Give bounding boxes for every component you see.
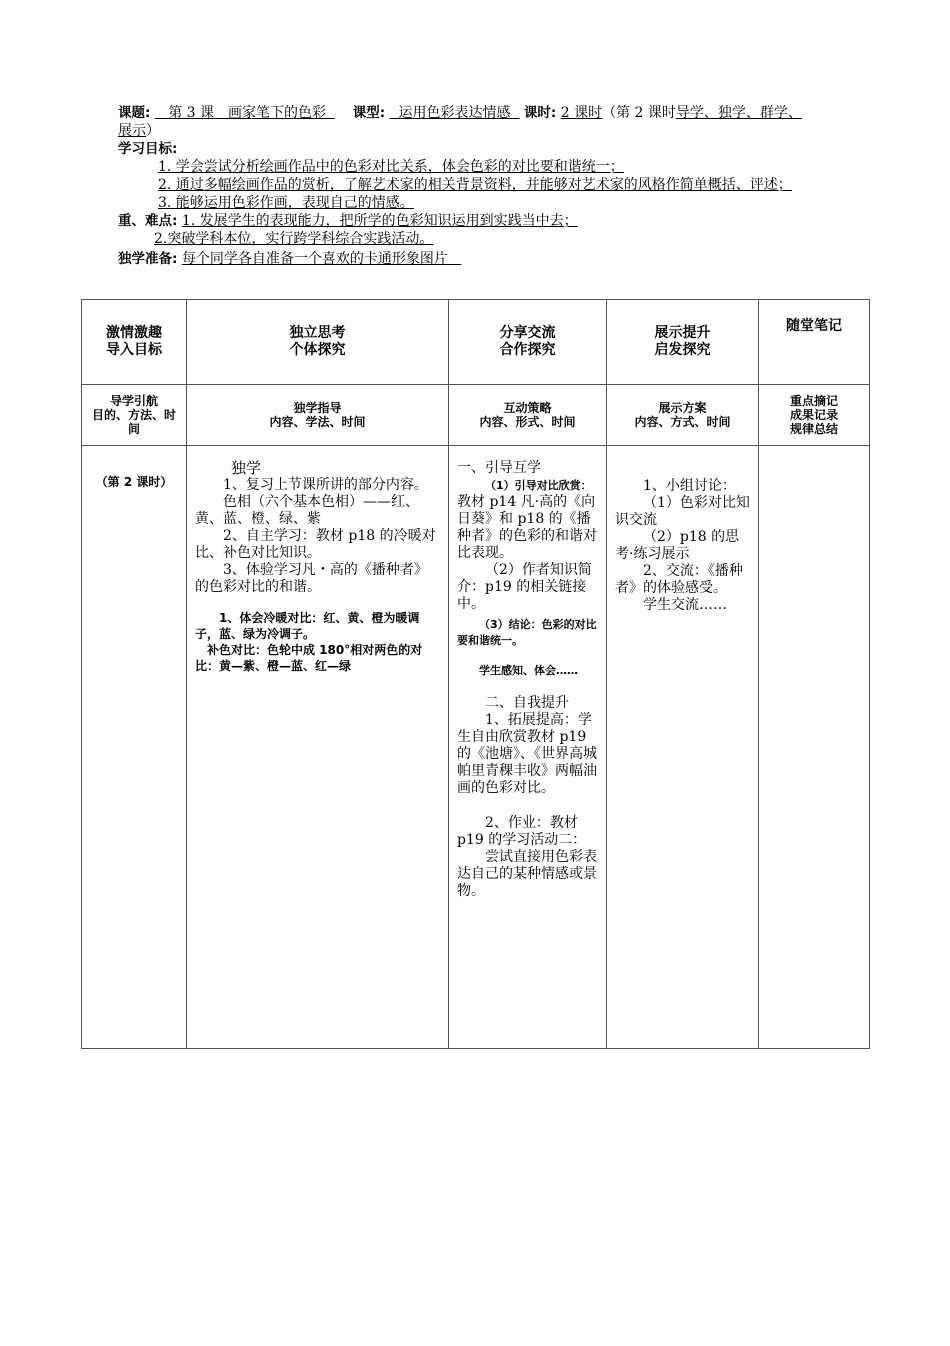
subheader-3: 互动策略 内容、形式、时间 — [449, 385, 607, 446]
self-study-p2: 色相（六个基本色相）——红、黄、蓝、橙、绿、紫 — [195, 494, 419, 527]
subheader-1: 导学引航 目的、方法、时 间 — [82, 385, 187, 446]
content-row — [82, 446, 870, 1049]
goal-2: 2. 通过多幅绘画作品的赏析，了解艺术家的相关背景资料，并能够对艺术家的风格作简单概括、评述； — [158, 177, 792, 193]
key-point-1: 1. 发展学生的表现能力，把所学的色彩知识运用到实践当中去； — [181, 213, 578, 229]
self-study-title: 独学 — [231, 459, 262, 477]
guide-p1: （1）引导对比欣赏：教材 p14 凡·高的《向日葵》和 p18 的《播种者》的色彩的和谐对比表现。 — [457, 479, 597, 561]
subheader-4: 展示方案 内容、方式、时间 — [607, 385, 759, 446]
col1-cell — [82, 446, 187, 1049]
lesson-header — [118, 104, 848, 268]
guide-p3: （3）结论：色彩的对比要和谐统一。 — [457, 618, 597, 647]
subheader-row — [82, 385, 870, 446]
guide-section-title: 一、引导互学 — [457, 460, 541, 476]
hours-value: 2 课时 — [560, 105, 603, 121]
improve-p2: 2、作业：教材 p19 的学习活动二： — [457, 815, 587, 848]
topic-label: 课题: — [118, 105, 151, 121]
hours-note-prefix: （第 2 课时 — [602, 105, 676, 121]
prep-value: 每个同学各自准备一个喜欢的卡通形象图片 — [181, 251, 448, 267]
col2-cell — [187, 446, 449, 1049]
improve-p1: 1、拓展提高：学生自由欣赏教材 p19 的《池塘》、《世界高城帕里青稞丰收》两幅油画的色彩对比。 — [457, 712, 597, 796]
key-points-line — [118, 212, 848, 230]
topic-value: 第 3 课 画家笔下的色彩 — [168, 105, 327, 121]
col-header-5: 随堂笔记 — [759, 300, 870, 385]
subheader-5: 重点摘记 成果记录 规律总结 — [759, 385, 870, 446]
subheader-2: 独学指导 内容、学法、时间 — [187, 385, 449, 446]
col3-cell — [449, 446, 607, 1049]
show-p4: 2、交流：《播种者》的体验感受。 — [615, 563, 743, 596]
header-row — [82, 300, 870, 385]
contrast-note-1: 1、体会冷暖对比：红、黄、橙为暖调子，蓝、绿为冷调子。 — [195, 611, 420, 641]
session-label: （第 2 课时） — [95, 475, 173, 489]
guide-p4: 学生感知、体会…… — [479, 664, 578, 677]
col-header-3: 分享交流 合作探究 — [449, 300, 607, 385]
type-label: 课型: — [352, 105, 386, 121]
goals-label: 学习目标: — [118, 141, 178, 157]
col4-cell — [607, 446, 759, 1049]
self-study-p1: 1、复习上节课所讲的部分内容。 — [223, 477, 428, 493]
contrast-note-2: 补色对比：色轮中成 180°相对两色的对比：黄—紫、橙—蓝、红—绿 — [195, 643, 423, 673]
improve-section-title: 二、自我提升 — [485, 695, 569, 711]
key-label: 重、难点: — [118, 213, 178, 229]
improve-p3: 尝试直接用色彩表达自己的某种情感或景物。 — [457, 849, 597, 899]
topic-line — [118, 104, 848, 122]
hours-note-line2: 展示） — [118, 123, 160, 139]
hours-label: 课时: — [523, 105, 557, 121]
col-header-4: 展示提升 启发探究 — [607, 300, 759, 385]
type-value: 运用色彩表达情感 — [398, 105, 511, 121]
notes-cell — [759, 446, 870, 1049]
show-p1: 1、小组讨论： — [643, 478, 736, 494]
goal-3: 3. 能够运用色彩作画，表现自己的情感。 — [158, 195, 414, 211]
guide-p2: （2）作者知识简介：p19 的相关链接中。 — [457, 562, 592, 612]
goals-label-line — [118, 140, 848, 158]
lesson-plan-table — [81, 299, 870, 1049]
key-point-2: 2.突破学科本位，实行跨学科综合实践活动。 — [154, 231, 434, 247]
self-study-p3: 2、自主学习：教材 p18 的冷暖对比、补色对比知识。 — [195, 528, 436, 561]
hours-note: 导学、独学、群学、 — [675, 105, 802, 121]
show-p5: 学生交流…… — [643, 597, 727, 613]
self-study-p4: 3、体验学习凡・高的《播种者》的色彩对比的和谐。 — [195, 562, 428, 595]
show-p3: （2）p18 的思考·练习展示 — [615, 529, 740, 562]
col-header-1: 激情激趣 导入目标 — [82, 300, 187, 385]
show-p2: （1）色彩对比知识交流 — [615, 495, 750, 528]
col-header-2: 独立思考 个体探究 — [187, 300, 449, 385]
prep-label: 独学准备: — [118, 251, 178, 267]
prep-line — [118, 250, 848, 268]
goal-1: 1. 学会尝试分析绘画作品中的色彩对比关系，体会色彩的对比要和谐统一； — [158, 159, 624, 175]
